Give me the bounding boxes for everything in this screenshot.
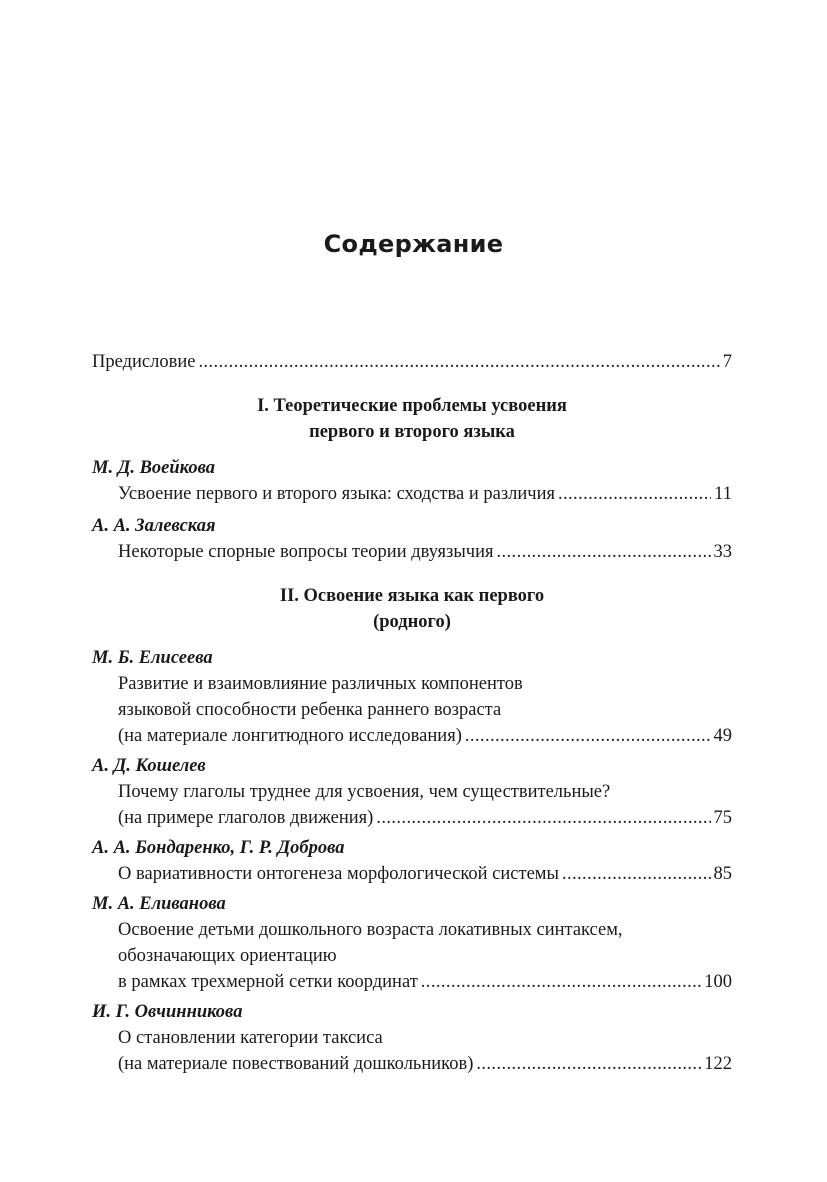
toc-entry-title: О вариативности онтогенеза морфологической системы — [118, 864, 559, 884]
toc-author: М. А. Еливанова — [92, 894, 226, 914]
toc-title-line — [92, 481, 732, 507]
toc-page-number: 11 — [714, 484, 732, 504]
toc-page-number: 100 — [704, 972, 732, 992]
toc-entry[interactable] — [92, 999, 732, 1077]
toc-entry-title: (на материале лонгитюдного исследования) — [118, 726, 462, 746]
toc-page-number: 49 — [713, 726, 732, 746]
section-heading-1 — [92, 393, 732, 445]
section-heading-line: II. Освоение языка как первого — [279, 586, 545, 606]
toc-author: А. А. Бондаренко, Г. Р. Доброва — [92, 838, 345, 858]
dot-leader — [558, 481, 711, 507]
toc-entry-title: Некоторые спорные вопросы теории двуязычия — [118, 542, 494, 562]
toc-author: И. Г. Овчинникова — [92, 1002, 243, 1022]
toc-entry-title: Предисловие — [92, 352, 196, 372]
section-heading-line: I. Теоретические проблемы усвоения — [257, 396, 567, 416]
section-heading-2 — [92, 583, 732, 635]
toc-page-number: 85 — [713, 864, 732, 884]
toc-title-line: О становлении категории таксиса — [118, 1028, 383, 1048]
toc-page-number: 75 — [713, 808, 732, 828]
toc-title-line — [92, 723, 732, 749]
dot-leader — [496, 539, 710, 565]
toc-entry-title: (на материале повествований дошкольников) — [118, 1054, 474, 1074]
toc-title-line: Освоение детьми дошкольного возраста локативных синтаксем, — [118, 920, 623, 940]
table-of-contents — [92, 349, 732, 1077]
toc-title-line — [92, 805, 732, 831]
toc-entry[interactable] — [92, 891, 732, 995]
toc-entry-preface[interactable] — [92, 349, 732, 375]
toc-entry[interactable] — [92, 753, 732, 831]
toc-author: М. Б. Елисеева — [92, 648, 213, 668]
toc-title-line — [92, 1051, 732, 1077]
toc-entry[interactable] — [92, 835, 732, 887]
toc-page-number: 33 — [713, 542, 732, 562]
toc-page-number: 122 — [704, 1054, 732, 1074]
toc-author: М. Д. Воейкова — [92, 458, 215, 478]
toc-entry[interactable] — [92, 455, 732, 507]
dot-leader — [421, 969, 701, 995]
toc-title-line — [92, 861, 732, 887]
toc-page-number: 7 — [722, 352, 732, 372]
section-heading-line: первого и второго языка — [309, 422, 515, 442]
toc-entry-title: в рамках трехмерной сетки координат — [118, 972, 418, 992]
section-heading-line: (родного) — [373, 612, 451, 632]
dot-leader — [476, 1051, 701, 1077]
dot-leader — [562, 861, 711, 887]
toc-title-line — [92, 539, 732, 565]
toc-title-line — [92, 969, 732, 995]
dot-leader — [198, 349, 719, 375]
toc-title-line: языковой способности ребенка раннего возраста — [118, 700, 502, 720]
toc-entry-title: (на примере глаголов движения) — [118, 808, 374, 828]
toc-author: А. А. Залевская — [92, 516, 216, 536]
toc-title-line: обозначающих ориентацию — [118, 946, 337, 966]
toc-entry-title: Усвоение первого и второго языка: сходства и различия — [118, 484, 555, 504]
toc-entry[interactable] — [92, 645, 732, 749]
toc-title-line: Развитие и взаимовлияние различных компонентов — [118, 674, 523, 694]
toc-author: А. Д. Кошелев — [92, 756, 206, 776]
page-title: Содержание — [323, 230, 504, 258]
toc-entry[interactable] — [92, 513, 732, 565]
dot-leader — [465, 723, 711, 749]
toc-title-line: Почему глаголы труднее для усвоения, чем существительные? — [118, 782, 611, 802]
dot-leader — [376, 805, 710, 831]
